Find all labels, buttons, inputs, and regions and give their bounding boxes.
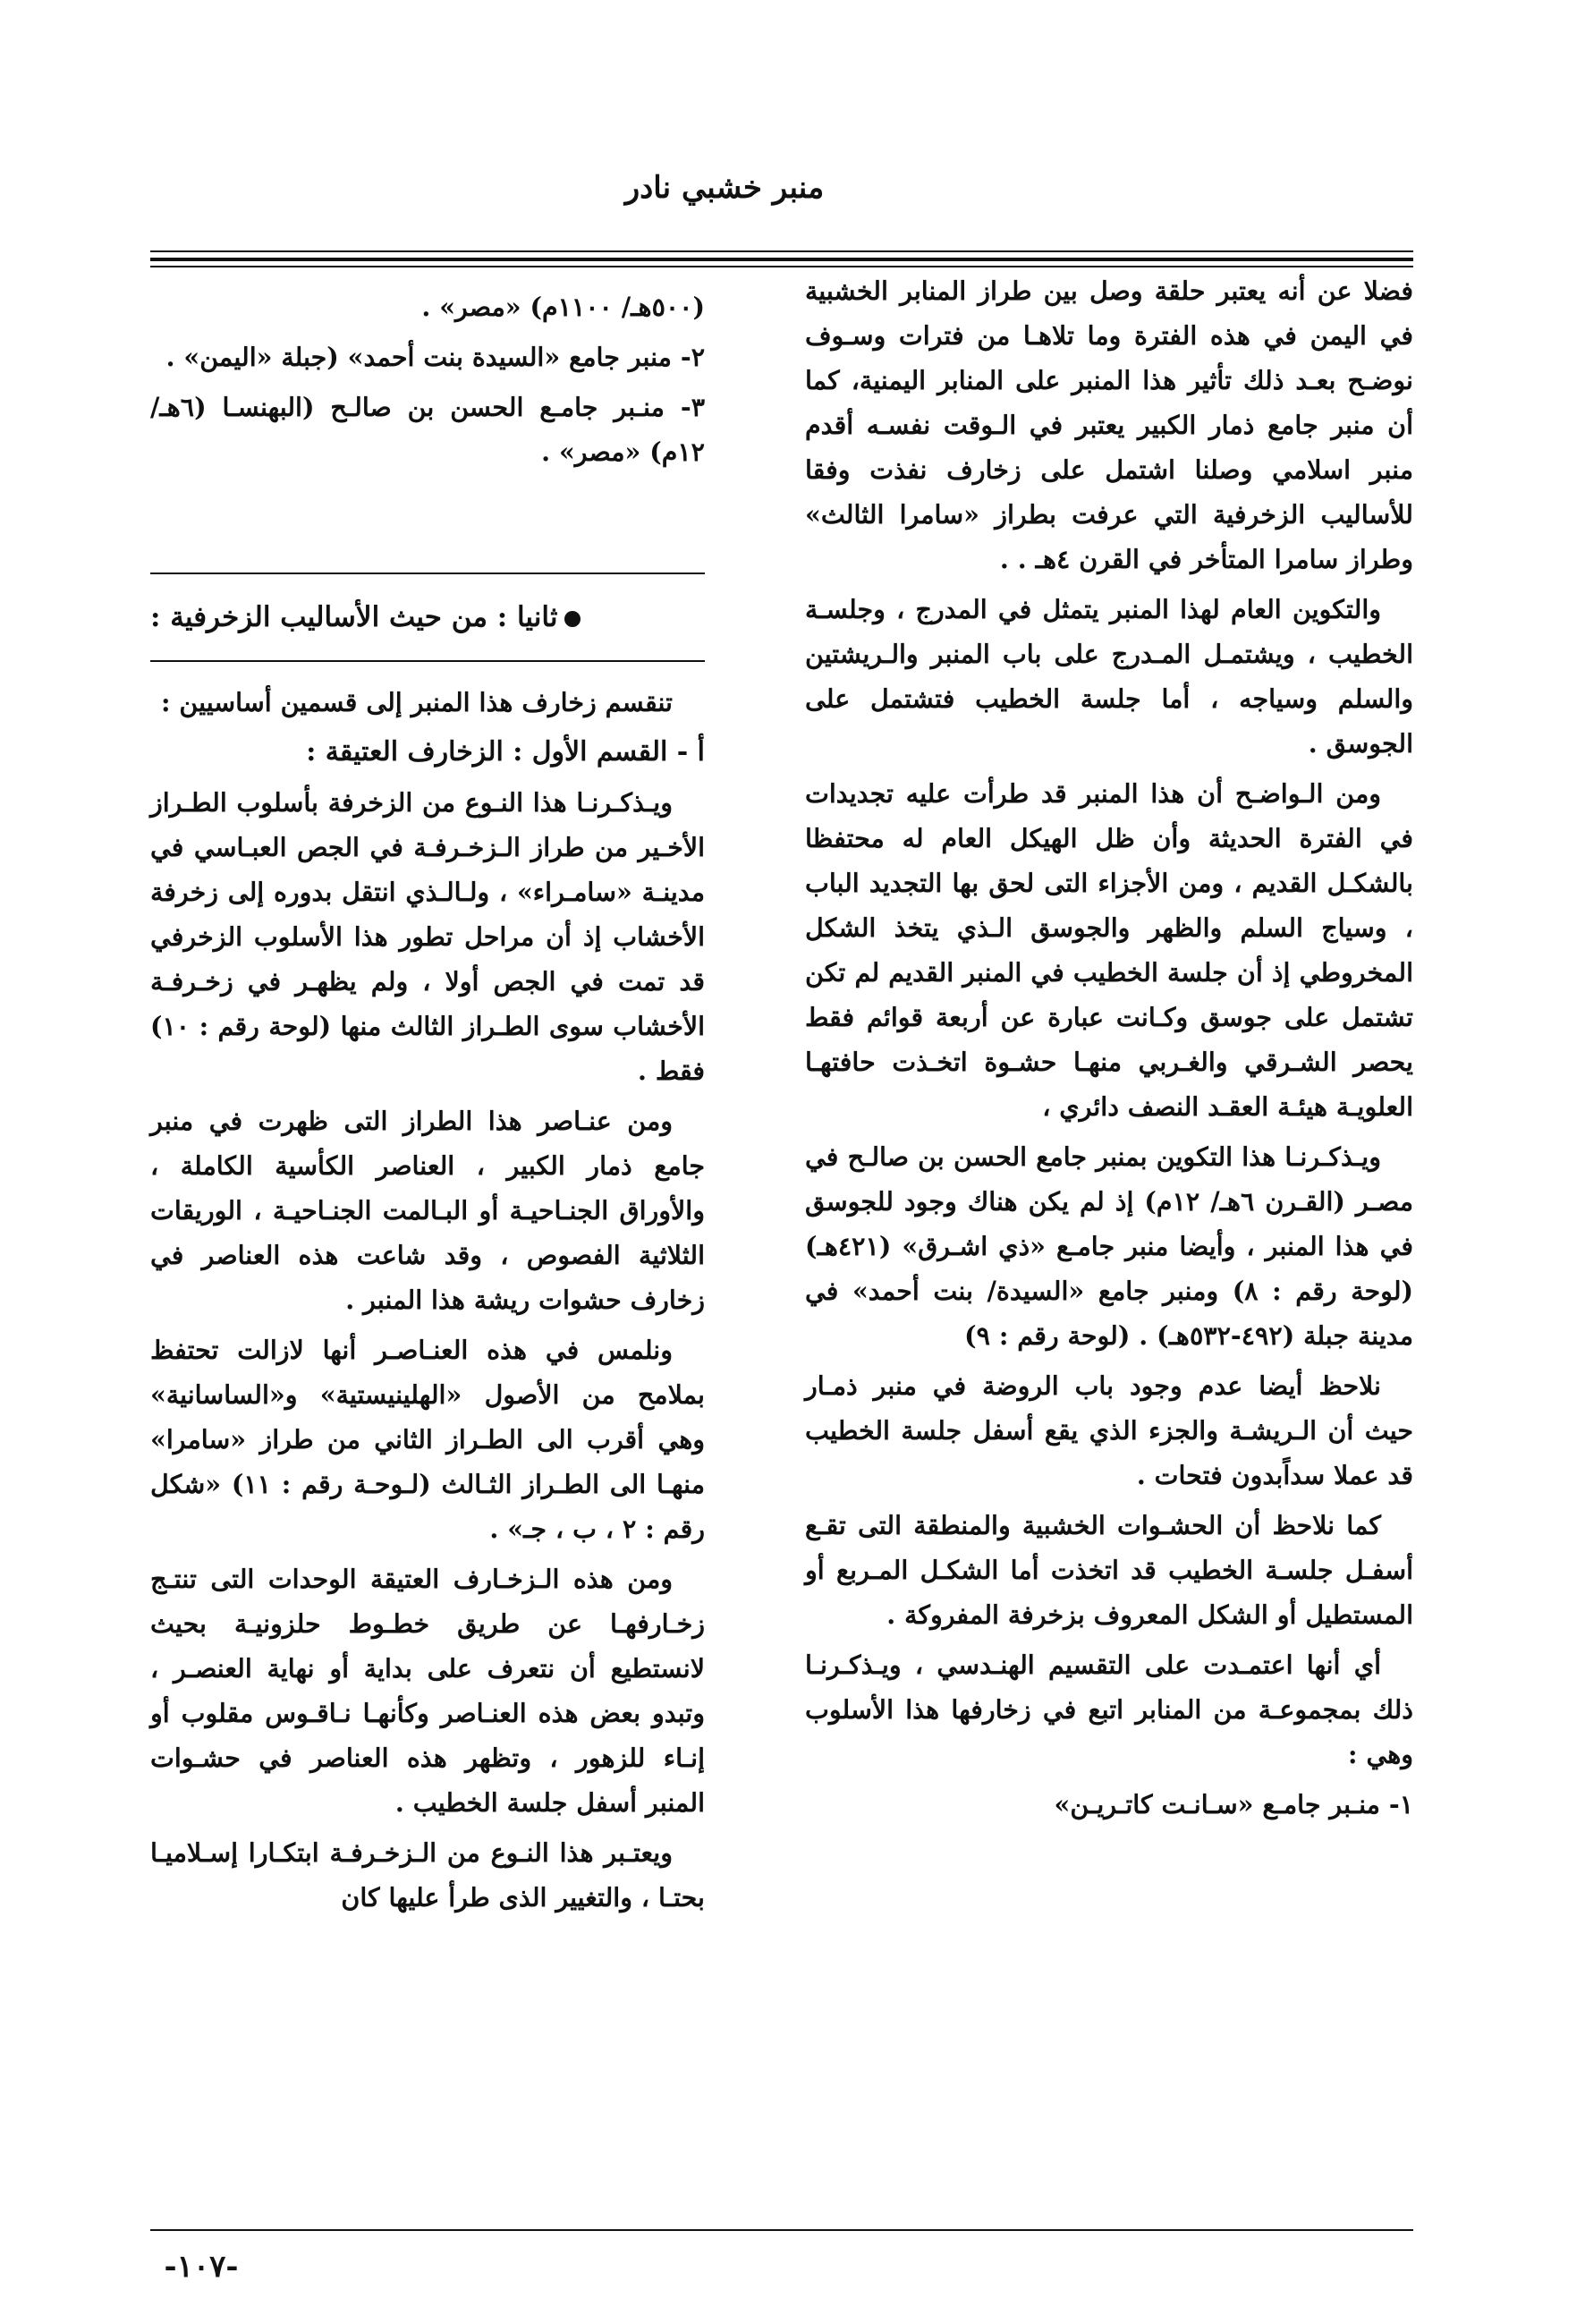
paragraph: ومن الـواضـح أن هذا المنبر قد طرأت عليه تجديدات في الفترة الحديثة وأن ظل الهيكل العام له محتفظا بالشكـل القديم ، ومن الأجزاء التى لحق بها التجديد الباب ، وسياج السلم والظهر والجوسق الـذي يتخذ الشكل المخروطي إذ أن جلسة الخطيب في المنبر القديم لم تكن تشتمل على جوسق وكـانت عبارة عن أربعة قوائم فقط يحصر الشـرقي والغـربي منهـا حشـوة اتخـذت حافتهـا العلويـة هيئـة العقـد النصف دائري ، xyxy=(805,778,1413,1122)
paragraph: ومن عنـاصر هذا الطراز التى ظهرت في منبر جامع ذمار الكبير ، العناصر الكأسية الكاملة ، والأوراق الجنـاحيـة أو البـالمت الجنـاحيـة ، الوريقات الثلاثية الفصوص ، وقد شاعت هذه العناصر في زخارف حشوات ريشة هذا المنبر . xyxy=(150,1106,705,1315)
paragraph: ويعتـبر هذا النـوع من الـزخـرفـة ابتكـارا إسـلاميـا بحتـا ، والتغيير الذى طرأ عليها كان xyxy=(150,1837,705,1913)
section-heading-box xyxy=(150,577,705,657)
paragraph: كما نلاحظ أن الحشـوات الخشبية والمنطقة التى تقـع أسفـل جلسـة الخطيب قد اتخذت أما الشكـل المـربع أو المستطيل أو الشكل المعروف بزخرفة المفروكة . xyxy=(805,1510,1413,1630)
page-number: -١٠٧- xyxy=(164,2249,239,2285)
section-heading xyxy=(150,596,581,639)
paragraph: والتكوين العام لهذا المنبر يتمثل في المدرج ، وجلسـة الخطيب ، ويشتمـل المـدرج على باب المنبر والـريشتين والسلم وسياجه ، أما جلسة الخطيب فتشتمل على الجوسق . xyxy=(805,594,1413,759)
paragraph: ومن هذه الـزخـارف العتيقة الوحدات التى تنتـج زخـارفهـا عن طريق خطـوط حلزونيـة بحيث لانستطيع أن نتعرف على بداية أو نهاية العنصـر ، وتبدو بعض هذه العنـاصر وكأنهـا نـاقـوس مقلوب أو إنـاء للزهور ، وتظهر هذه العناصر في حشـوات المنبر أسفل جلسة الخطيب . xyxy=(150,1564,705,1818)
paragraph: أي أنها اعتمـدت على التقسيم الهنـدسي ، ويـذكـرنـا ذلك بمجموعـة من المنابر اتبع في زخارفها هذا الأسلوب وهي : xyxy=(805,1650,1413,1769)
left-column-body xyxy=(150,680,705,1925)
paragraph: تنقسم زخارف هذا المنبر إلى قسمين أساسيين : xyxy=(160,687,673,717)
section-heading-text: ثانيا : من حيث الأساليب الزخرفية : xyxy=(150,601,558,633)
footer-rule xyxy=(150,2229,1413,2231)
paragraph: نلاحظ أيضا عدم وجود باب الروضة في منبر ذمـار حيث أن الـريشـة والجزء الذي يقع أسفل جلسة الخطيب قد عملا سداًبدون فتحات . xyxy=(805,1370,1413,1490)
running-head: منبر خشبي نادر xyxy=(624,170,825,206)
bullet-icon xyxy=(564,611,581,627)
subheading: أ - القسم الأول : الزخارف العتيقة : xyxy=(306,736,705,768)
header-rule-middle xyxy=(150,258,1413,261)
list-item: ٣- منـبر جامـع الحسن بن صالـح (البهنسـا (٦هـ/ ١٢م) «مصر» . xyxy=(150,392,705,467)
paragraph: ويـذكـرنـا هذا التكوين بمنبر جامع الحسن بن صالـح في مصـر (القـرن ٦هـ/ ١٢م) إذ لم يكن هناك وجود للجوسق في هذا المنبر ، وأيضا منبر جامـع «ذي اشـرق» (٤٢١هـ) (لوحة رقم : ٨) ومنبر جامع «السيدة/ بنت أحمد» في مدينة جبلة (٤٩٢-٥٣٢هـ) . (لوحة رقم : ٩) xyxy=(805,1141,1413,1351)
right-column xyxy=(805,268,1413,1832)
header-rule-bottom xyxy=(150,266,1413,267)
paragraph: ويـذكـرنـا هذا النـوع من الزخرفة بأسلوب الطـراز الأخـير من طراز الـزخـرفـة في الجص العبـاسي في مدينـة «سامـراء» ، ولـالـذي انتقل بدوره إلى زخرفة الأخشاب إذ أن مراحل تطور هذا الأسلوب الزخرفي قد تمت في الجص أولا ، ولم يظهـر في زخـرفـة الأخشاب سوى الطـراز الثالث منها (لوحة رقم : ١٠) فقط . xyxy=(150,787,705,1086)
paragraph: ونلمس في هذه العنـاصـر أنها لازالت تحتفظ بملامح من الأصول «الهلينيستية» و«الساسانية» وهي أقرب الى الطـراز الثاني من طراز «سامرا» منهـا الى الطـراز الثـالث (لـوحـة رقم : ١١) «شكل رقم : ٢ ، ب ، جـ» . xyxy=(150,1335,705,1544)
paragraph: فضلا عن أنه يعتبر حلقة وصل بين طراز المنابر الخشبية في اليمن في هذه الفترة وما تلاهـا من فترات وسـوف نوضـح بعـد ذلك تأثير هذا المنبر على المنابر اليمنية، كما أن منبر جامع ذمار الكبير يعتبر في الـوقت نفسـه أقدم منبر اسلامي وصلنا اشتمل على زخارف نفذت وفقا للأساليب الزخرفية التي عرفت بطراز «سامرا الثالث» وطراز سامرا المتأخر في القرن ٤هـ . . xyxy=(805,276,1413,574)
header-rule-top xyxy=(150,250,1413,252)
list-item: (٥٠٠هـ/ ١١٠٠م) «مصر» . xyxy=(421,292,705,322)
section-rule-bottom xyxy=(150,660,705,662)
list-item: ٢- منبر جامع «السيدة بنت أحمد» (جبلة «اليمن» . xyxy=(165,342,705,372)
section-rule-top xyxy=(150,573,705,574)
list-item: ١- منـبر جامـع «سـانـت كاتـريـن» xyxy=(1054,1789,1413,1819)
left-column-top xyxy=(150,284,705,479)
